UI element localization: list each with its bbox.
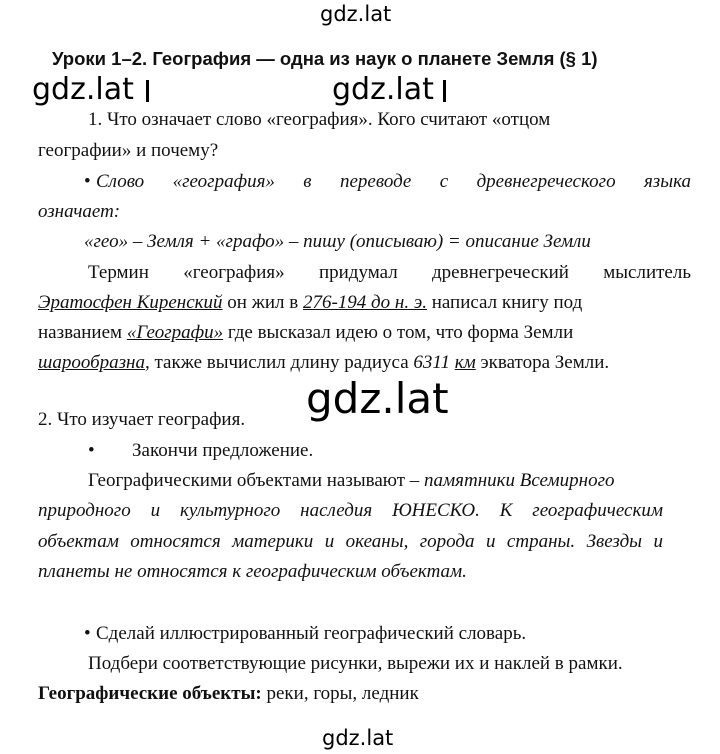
book-title: «Географи» xyxy=(126,322,224,343)
bullet-2: • xyxy=(88,440,95,461)
text-equator: экватора Земли. xyxy=(475,352,610,373)
answer-2-lead: Географическими объектами называют – xyxy=(88,470,425,491)
text-radius: , также вычислил длину радиуса xyxy=(145,352,414,373)
answer-2-line-2: природного и культурного наследия ЮНЕСКО. К географическим xyxy=(38,500,663,521)
earth-shape: шарообразна xyxy=(38,352,145,373)
watermark-bottom: gdz.lat xyxy=(322,726,394,750)
bullet-1: • xyxy=(84,171,91,192)
answer-1-line-2: означает: xyxy=(38,201,121,222)
term-line-3 xyxy=(38,322,573,344)
answer-2-line-4: планеты не относятся к географическим объектам. xyxy=(38,561,467,582)
text-named: названием xyxy=(38,322,127,343)
question-1-line-2: географии» и почему? xyxy=(38,140,219,161)
person-name: Эратосфен Киренский xyxy=(38,292,223,313)
question-2: 2. Что изучает география. xyxy=(38,409,246,430)
watermark-cursor-center xyxy=(443,80,446,102)
answer-2-line-3: объектам относятся материки и океаны, города и страны. Звезды и xyxy=(38,531,663,552)
objects-label: Географические объекты: xyxy=(38,683,262,704)
years-value: 276-194 до н. э. xyxy=(302,292,427,313)
objects-list: реки, горы, ледник xyxy=(261,683,419,704)
answer-2-line-1 xyxy=(88,470,615,492)
task-3: Сделай иллюстрированный географический словарь. xyxy=(96,623,527,644)
text-lived: он жил в xyxy=(222,292,303,313)
term-line-1: Термин «география» придумал древнегреческий мыслитель xyxy=(88,262,691,283)
watermark-left: gdz.lat xyxy=(32,72,134,107)
question-1-line-1: 1. Что означает слово «география». Кого считают «отцом xyxy=(88,109,551,130)
watermark-center: gdz.lat xyxy=(332,72,434,107)
watermark-top: gdz.lat xyxy=(320,2,392,26)
radius-unit: км xyxy=(454,352,476,373)
instruction-3: Подбери соответствующие рисунки, вырежи их и наклей в рамки. xyxy=(88,653,623,674)
formula-line: «гео» – Земля + «графо» – пишу (описываю) = описание Земли xyxy=(84,231,591,252)
term-line-4 xyxy=(38,352,609,374)
answer-2-start: памятники Всемирного xyxy=(424,470,615,491)
radius-number: 6311 xyxy=(413,352,450,373)
objects-line xyxy=(38,683,419,705)
text-wrote: написал книгу под xyxy=(426,292,583,313)
answer-1-line-1: Слово «география» в переводе с древнегреческого языка xyxy=(96,171,691,192)
watermark-middle: gdz.lat xyxy=(306,374,449,423)
term-line-2 xyxy=(38,292,582,314)
watermark-cursor-left xyxy=(146,80,149,102)
bullet-3: • xyxy=(84,623,91,644)
text-idea: где высказал идею о том, что форма Земли xyxy=(223,322,574,343)
page-title: Уроки 1–2. География — одна из наук о планете Земля (§ 1) xyxy=(52,48,598,69)
task-2: Закончи предложение. xyxy=(132,440,314,461)
